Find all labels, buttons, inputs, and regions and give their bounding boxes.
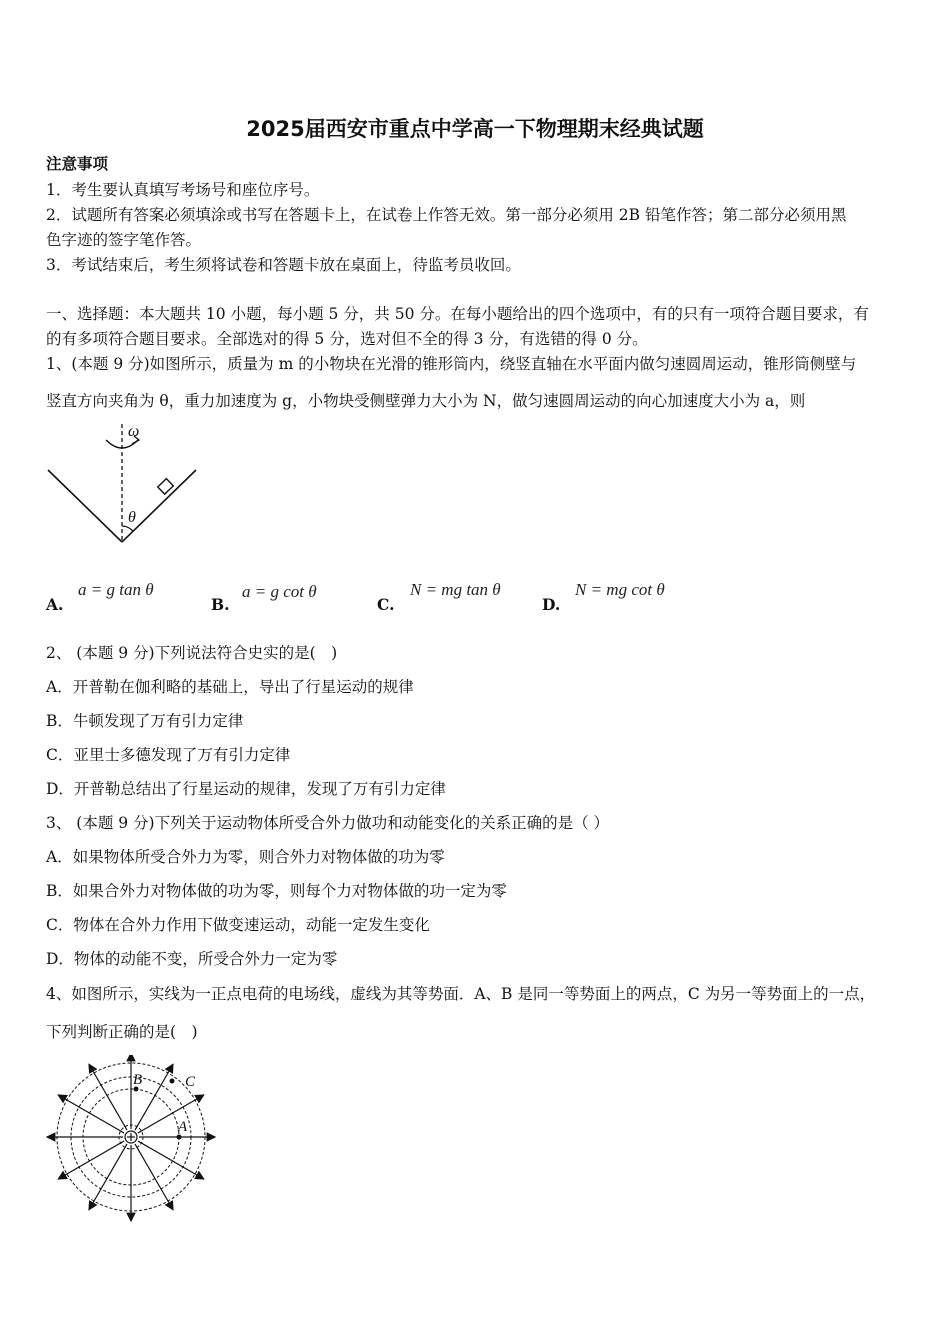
notice-heading: 注意事项: [46, 154, 109, 173]
q2-option-b: B．牛顿发现了万有引力定律: [46, 712, 244, 730]
cone-wall-right: [122, 470, 196, 542]
q1-option-c-letter: C.: [377, 595, 395, 614]
q3-option-d: D．物体的动能不变，所受合外力一定为零: [46, 950, 338, 968]
field-line: [138, 1095, 204, 1133]
section-instructions-line1: 一、选择题：本大题共 10 小题，每小题 5 分，共 50 分。在每小题给出的四个选项中，有的只有一项符合题目要求，有: [46, 305, 869, 323]
q3-option-a: A．如果物体所受合外力为零，则合外力对物体做的功为零: [46, 848, 445, 866]
point-c: [170, 1079, 175, 1084]
q1-option-b-letter: B.: [211, 595, 230, 614]
cone-figure: [40, 418, 210, 553]
q2-option-d: D．开普勒总结出了行星运动的规律，发现了万有引力定律: [46, 780, 446, 798]
notice-item-2: 2．试题所有答案必须填涂或书写在答题卡上，在试卷上作答无效。第一部分必须用 2B 铅笔作答；第二部分必须用黑: [46, 206, 847, 224]
page-title: 2025届西安市重点中学高一下物理期末经典试题: [246, 117, 704, 141]
q1-option-c-formula: N = mg tan θ: [410, 580, 501, 599]
q1-option-d-letter: D.: [542, 595, 561, 614]
q1-option-d-formula: N = mg cot θ: [575, 580, 665, 599]
q1-stem-line1: 1、(本题 9 分)如图所示，质量为 m 的小物块在光滑的锥形筒内，绕竖直轴在水平面内做匀速圆周运动，锥形筒侧壁与: [46, 355, 857, 373]
q3-option-b: B．如果合外力对物体做的功为零，则每个力对物体做的功一定为零: [46, 882, 507, 900]
notice-item-1: 1．考生要认真填写考场号和座位序号。: [46, 181, 320, 199]
q4-stem-line1: 4、如图所示，实线为一正点电荷的电场线，虚线为其等势面．A、B 是同一等势面上的两点，C 为另一等势面上的一点，: [46, 985, 876, 1003]
field-line: [58, 1095, 124, 1133]
angle-arc: [122, 526, 133, 531]
theta-label: θ: [128, 509, 136, 526]
q2-option-c: C．亚里士多德发现了万有引力定律: [46, 746, 291, 764]
field-lines-figure: [45, 1055, 220, 1225]
notice-item-2-cont: 色字迹的签字笔作答。: [46, 231, 202, 249]
field-line: [89, 1144, 127, 1210]
q1-option-b-formula: a = g cot θ: [242, 582, 317, 601]
point-a: [177, 1135, 182, 1140]
field-line: [58, 1141, 124, 1179]
q2-stem: 2、 (本题 9 分)下列说法符合史实的是( ): [46, 644, 338, 662]
field-line: [138, 1141, 204, 1179]
q2-option-a: A．开普勒在伽利略的基础上，导出了行星运动的规律: [46, 678, 414, 696]
q1-stem-line2: 竖直方向夹角为 θ，重力加速度为 g，小物块受侧壁弹力大小为 N，做匀速圆周运动的向心加速度大小为 a，则: [46, 392, 806, 410]
omega-label: ω: [128, 423, 140, 440]
section-instructions-line2: 的有多项符合题目要求。全部选对的得 5 分，选对但不全的得 3 分，有选错的得 0 分。: [46, 330, 648, 348]
label-c: C: [185, 1074, 196, 1090]
q3-option-c: C．物体在合外力作用下做变速运动，动能一定发生变化: [46, 916, 430, 934]
notice-item-3: 3．考试结束后，考生须将试卷和答题卡放在桌面上，待监考员收回。: [46, 256, 521, 274]
q3-stem: 3、 (本题 9 分)下列关于运动物体所受合外力做功和动能变化的关系正确的是（ ）: [46, 814, 610, 832]
block: [158, 479, 174, 495]
q4-stem-line2: 下列判断正确的是( ): [46, 1023, 198, 1041]
label-a: A: [178, 1119, 188, 1135]
field-line: [135, 1144, 173, 1210]
q1-option-a-formula: a = g tan θ: [78, 580, 154, 599]
label-b: B: [133, 1072, 143, 1088]
cone-wall-left: [48, 470, 122, 542]
field-line: [89, 1064, 127, 1130]
q1-option-a-letter: A.: [46, 595, 64, 614]
